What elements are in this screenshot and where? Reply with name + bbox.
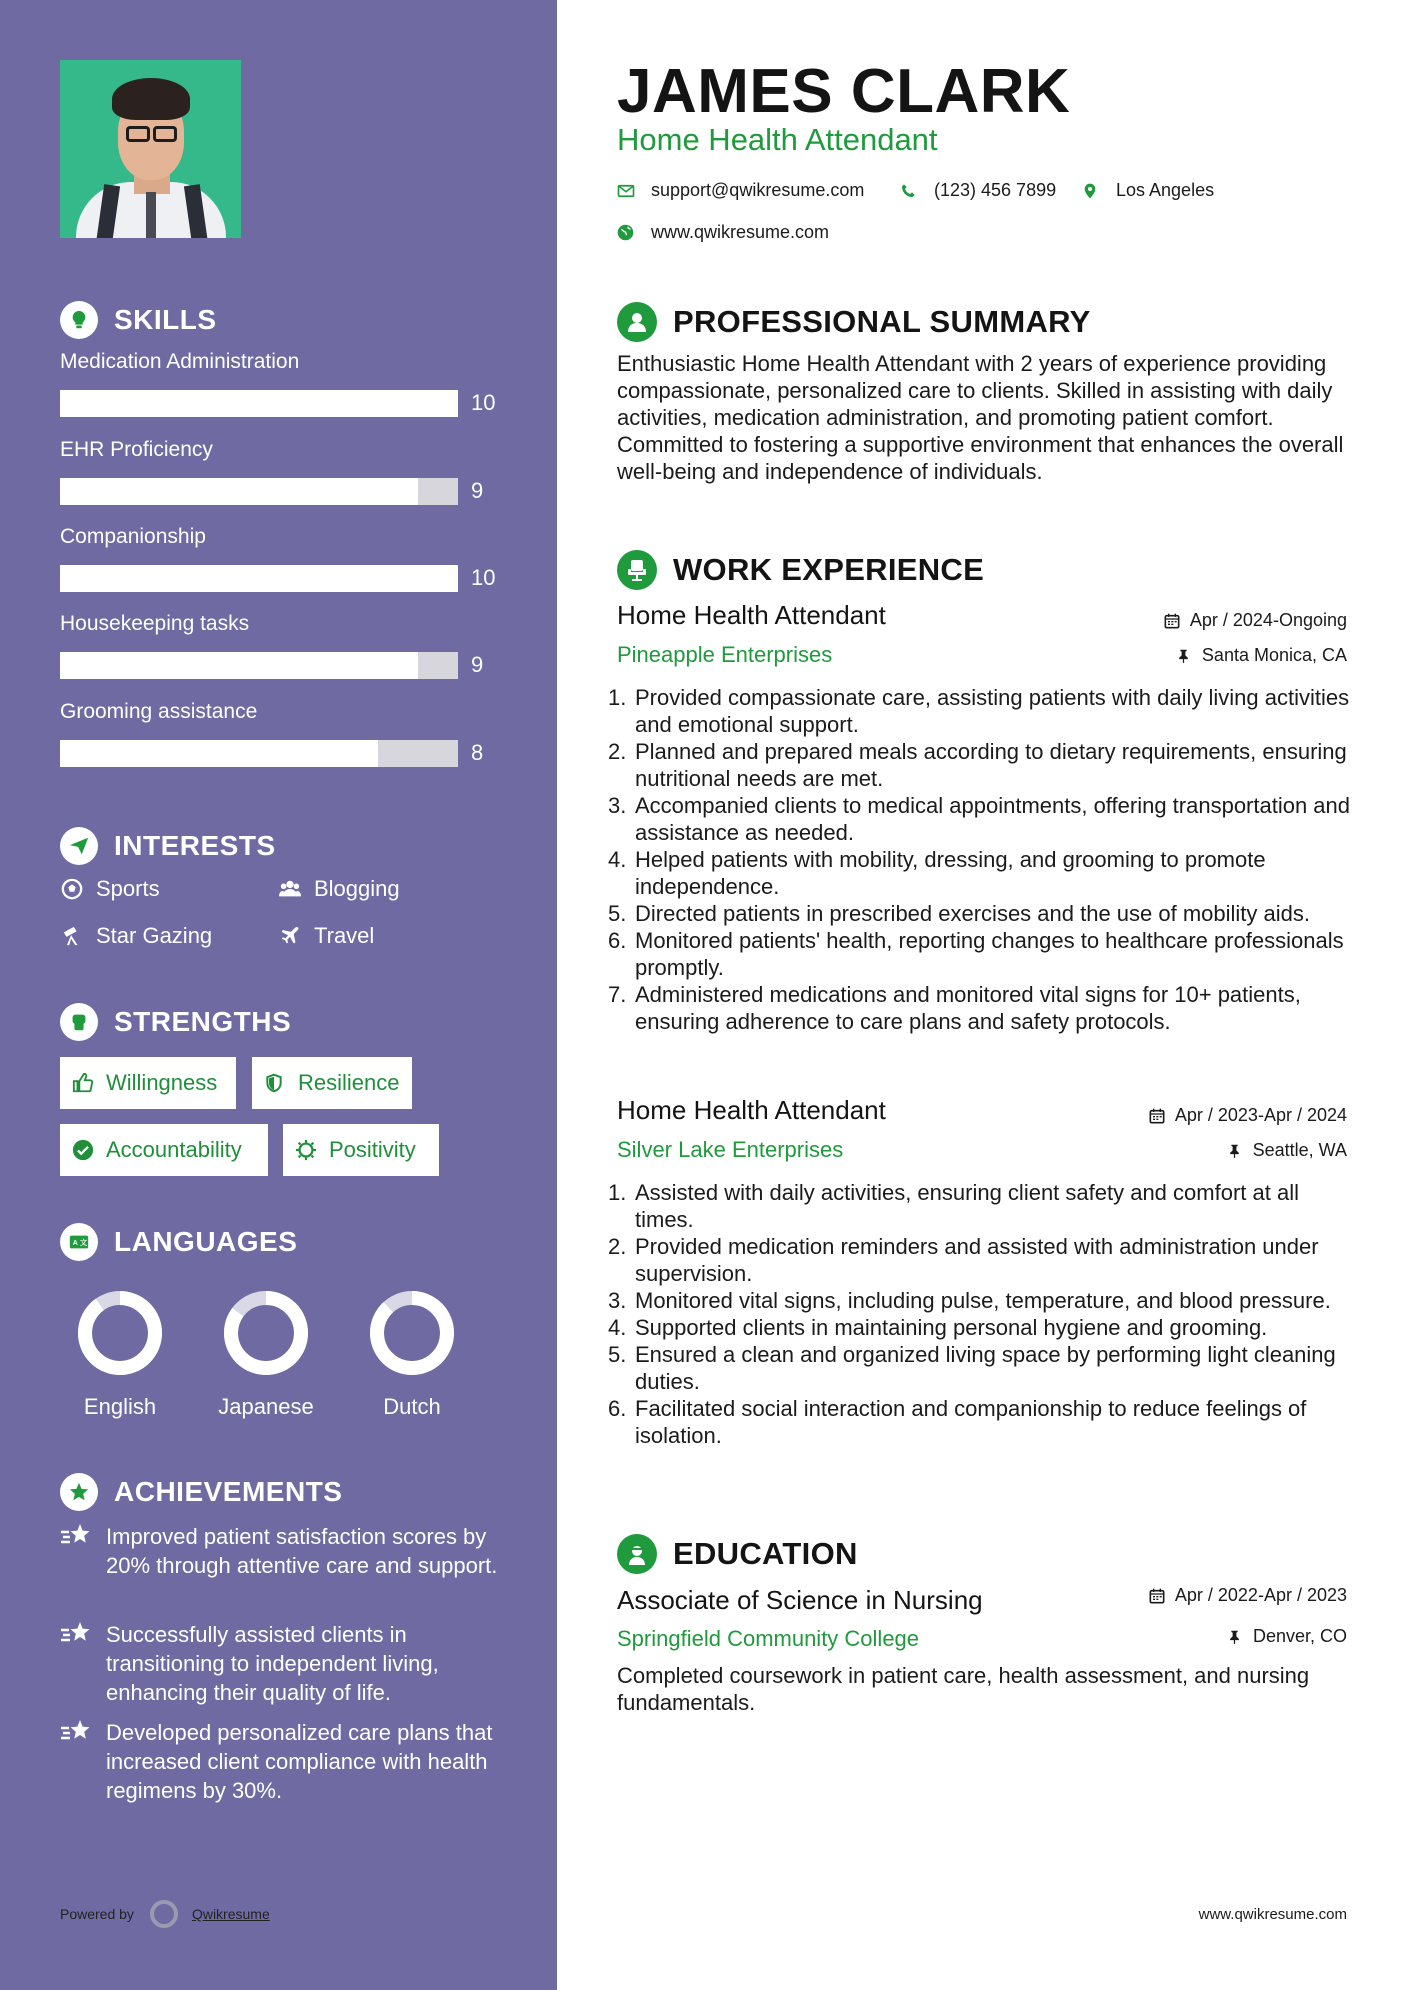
duty-number: 6. xyxy=(608,928,627,953)
duty-number: 4. xyxy=(608,847,627,872)
language-name: Dutch xyxy=(383,1394,441,1419)
skill-bar xyxy=(60,565,458,592)
job-1-location: Santa Monica, CA xyxy=(1176,645,1347,666)
skill-name: Grooming assistance xyxy=(60,700,258,723)
duty-number: 5. xyxy=(608,1342,627,1367)
job-1-duties xyxy=(608,684,1360,1035)
powered-by: Powered by Qwikresume xyxy=(60,1900,270,1928)
skill-value: 9 xyxy=(471,652,484,677)
interest-star-gazing: Star Gazing xyxy=(60,923,212,949)
duty-number: 3. xyxy=(608,1288,627,1313)
job-2-dates: Apr / 2023-Apr / 2024 xyxy=(1149,1105,1347,1126)
summary-header xyxy=(617,300,1091,344)
language-item xyxy=(352,1290,472,1420)
skill-bar-fill xyxy=(60,390,458,417)
skill-name: Housekeeping tasks xyxy=(60,612,250,635)
achievements-title: ACHIEVEMENTS xyxy=(114,1476,343,1507)
strength-resilience: Resilience xyxy=(252,1057,412,1109)
education-dates: Apr / 2022-Apr / 2023 xyxy=(1149,1585,1347,1606)
skill-name: EHR Proficiency xyxy=(60,438,213,461)
users-icon xyxy=(278,877,302,901)
duty-number: 3. xyxy=(608,793,627,818)
education-header xyxy=(617,1532,858,1576)
phone-icon xyxy=(900,182,918,200)
interests-title: INTERESTS xyxy=(114,830,276,861)
skills-title: SKILLS xyxy=(114,304,217,335)
interest-sports: Sports xyxy=(60,876,160,902)
calendar-icon xyxy=(1164,613,1180,629)
map-pin-icon xyxy=(1082,182,1100,200)
achievement-text: Successfully assisted clients in transitioning to independent living, enhancing their quality of life. xyxy=(106,1622,439,1705)
interest-travel: Travel xyxy=(278,923,374,949)
duty-text: Facilitated social interaction and companionship to reduce feelings of isolation. xyxy=(635,1396,1307,1448)
duty-number: 1. xyxy=(608,1180,627,1205)
telescope-icon xyxy=(60,924,84,948)
language-ring-fill xyxy=(85,1298,155,1368)
contact-phone[interactable]: (123) 456 7899 xyxy=(900,180,1056,201)
job-1-company: Pineapple Enterprises xyxy=(617,642,833,667)
thumbs-up-icon xyxy=(72,1072,94,1094)
qwikresume-link[interactable]: Qwikresume xyxy=(191,1906,270,1922)
language-item xyxy=(60,1290,180,1420)
skill-value: 10 xyxy=(471,390,496,415)
duty-text: Monitored patients' health, reporting changes to healthcare professionals promptly. xyxy=(635,928,1344,980)
duty-item xyxy=(608,1395,1360,1449)
skill-name: Medication Administration xyxy=(60,350,300,373)
sun-icon xyxy=(295,1139,317,1161)
paper-plane-icon xyxy=(60,827,98,865)
interest-blogging: Blogging xyxy=(278,876,400,902)
strengths-header xyxy=(60,1000,291,1044)
achievement-item xyxy=(60,1718,500,1805)
duty-number: 6. xyxy=(608,1396,627,1421)
lightbulb-icon xyxy=(60,301,98,339)
sidebar xyxy=(0,0,557,1990)
duty-number: 7. xyxy=(608,982,627,1007)
fist-icon xyxy=(60,1003,98,1041)
education-description: Completed coursework in patient care, health assessment, and nursing fundamentals. xyxy=(617,1663,1310,1715)
education-school: Springfield Community College xyxy=(617,1626,920,1651)
calendar-icon xyxy=(1149,1108,1165,1124)
footer-url[interactable]: www.qwikresume.com xyxy=(1198,1906,1347,1923)
language-name: English xyxy=(83,1394,157,1419)
shield-icon xyxy=(264,1072,286,1094)
graduate-icon xyxy=(617,1534,657,1574)
achievement-item xyxy=(60,1620,500,1707)
job-2-duties xyxy=(608,1179,1360,1449)
contact-location: Los Angeles xyxy=(1082,180,1214,201)
duty-item xyxy=(608,684,1360,738)
svg-text:A: A xyxy=(72,1238,78,1248)
chair-icon xyxy=(617,550,657,590)
skill-name: Companionship xyxy=(60,525,206,548)
duty-text: Planned and prepared meals according to dietary requirements, ensuring nutritional needs are met. xyxy=(635,739,1347,791)
duty-number: 2. xyxy=(608,739,627,764)
skill-value: 10 xyxy=(471,565,496,590)
language-level-ring xyxy=(369,1290,455,1376)
soccer-ball-icon xyxy=(60,877,84,901)
pushpin-icon xyxy=(1176,648,1192,664)
language-ring-fill xyxy=(377,1298,447,1368)
skills-header xyxy=(60,298,217,342)
strength-willingness: Willingness xyxy=(60,1057,236,1109)
duty-text: Helped patients with mobility, dressing, and grooming to promote independence. xyxy=(635,847,1266,899)
skill-bar-fill xyxy=(60,478,418,505)
shooting-star-icon xyxy=(60,1718,92,1746)
duty-item xyxy=(608,1287,1360,1314)
duty-item xyxy=(608,1233,1360,1287)
plane-icon xyxy=(278,924,302,948)
duty-text: Ensured a clean and organized living space by performing light cleaning duties. xyxy=(635,1342,1336,1394)
duty-item xyxy=(608,1341,1360,1395)
duty-text: Assisted with daily activities, ensuring client safety and comfort at all times. xyxy=(635,1180,1299,1232)
strength-positivity: Positivity xyxy=(283,1124,439,1176)
user-icon xyxy=(617,302,657,342)
star-badge-icon xyxy=(60,1473,98,1511)
duty-number: 4. xyxy=(608,1315,627,1340)
duty-item xyxy=(608,900,1360,927)
duty-number: 1. xyxy=(608,685,627,710)
strengths-title: STRENGTHS xyxy=(114,1006,292,1037)
skill-bar-fill xyxy=(60,652,418,679)
duty-item xyxy=(608,1314,1360,1341)
education-title: EDUCATION xyxy=(673,1536,858,1571)
check-circle-icon xyxy=(72,1139,94,1161)
skill-bar xyxy=(60,390,458,417)
duty-text: Supported clients in maintaining personal hygiene and grooming. xyxy=(635,1315,1268,1340)
contact-email[interactable]: support@qwikresume.com xyxy=(617,180,864,201)
profile-photo xyxy=(60,60,241,238)
job-2-location: Seattle, WA xyxy=(1227,1140,1347,1161)
achievement-text: Improved patient satisfaction scores by 20% through attentive care and support. xyxy=(106,1524,498,1578)
skill-bar-fill xyxy=(60,740,378,767)
skill-value: 8 xyxy=(471,740,484,765)
interests-header xyxy=(60,824,276,868)
job-1-dates: Apr / 2024-Ongoing xyxy=(1164,610,1347,631)
skill-bar-fill xyxy=(60,565,458,592)
candidate-name: JAMES CLARK xyxy=(617,57,1071,126)
envelope-icon xyxy=(617,182,635,200)
calendar-icon xyxy=(1149,1588,1165,1604)
duty-item xyxy=(608,927,1360,981)
translate-icon xyxy=(60,1223,98,1261)
duty-text: Administered medications and monitored vital signs for 10+ patients, ensuring adherence to care plans and safety protocols. xyxy=(635,982,1301,1034)
duty-text: Provided compassionate care, assisting patients with daily living activities and emotional support. xyxy=(635,685,1350,737)
job-2-title: Home Health Attendant xyxy=(617,1095,886,1125)
education-degree: Associate of Science in Nursing xyxy=(617,1585,983,1615)
duty-number: 2. xyxy=(608,1234,627,1259)
skill-bar xyxy=(60,652,458,679)
languages-title: LANGUAGES xyxy=(114,1226,298,1257)
language-level-ring xyxy=(223,1290,309,1376)
summary-title: PROFESSIONAL SUMMARY xyxy=(673,304,1091,339)
achievements-header xyxy=(60,1470,342,1514)
achievement-item xyxy=(60,1522,500,1580)
candidate-role: Home Health Attendant xyxy=(617,122,938,157)
languages-header xyxy=(60,1220,297,1264)
duty-item xyxy=(608,1179,1360,1233)
duty-number: 5. xyxy=(608,901,627,926)
experience-header xyxy=(617,548,984,592)
pushpin-icon xyxy=(1227,1143,1243,1159)
shooting-star-icon xyxy=(60,1620,92,1648)
duty-text: Monitored vital signs, including pulse, temperature, and blood pressure. xyxy=(635,1288,1331,1313)
experience-title: WORK EXPERIENCE xyxy=(673,552,985,587)
job-1-title: Home Health Attendant xyxy=(617,600,886,630)
duty-item xyxy=(608,792,1360,846)
skill-bar xyxy=(60,740,458,767)
pushpin-icon xyxy=(1227,1629,1243,1645)
achievement-text: Developed personalized care plans that increased client compliance with health regimens by 30%. xyxy=(106,1720,493,1803)
duty-text: Directed patients in prescribed exercises and the use of mobility aids. xyxy=(635,901,1311,926)
strength-accountability: Accountability xyxy=(60,1124,268,1176)
education-location: Denver, CO xyxy=(1227,1626,1347,1647)
globe-icon xyxy=(617,224,635,242)
language-item xyxy=(206,1290,326,1420)
skill-value: 9 xyxy=(471,478,484,503)
duty-item xyxy=(608,846,1360,900)
duty-text: Accompanied clients to medical appointments, offering transportation and assistance as needed. xyxy=(635,793,1351,845)
skill-bar xyxy=(60,478,458,505)
qwikresume-logo-icon xyxy=(150,1900,178,1928)
shooting-star-icon xyxy=(60,1522,92,1550)
duty-item xyxy=(608,981,1360,1035)
duty-item xyxy=(608,738,1360,792)
summary-text: Enthusiastic Home Health Attendant with 2 years of experience providing compassionate, personalized care to clients. Skilled in assisting with daily activities, medication administration, and promoting patient comfort. Committed to fostering a supportive environment that enhances the overall well-being and independence of individuals. xyxy=(617,351,1344,484)
contact-website[interactable]: www.qwikresume.com xyxy=(617,222,829,243)
language-name: Japanese xyxy=(218,1394,314,1419)
duty-text: Provided medication reminders and assisted with administration under supervision. xyxy=(635,1234,1319,1286)
job-2-company: Silver Lake Enterprises xyxy=(617,1137,844,1162)
language-level-ring xyxy=(77,1290,163,1376)
svg-text:文: 文 xyxy=(79,1238,88,1248)
